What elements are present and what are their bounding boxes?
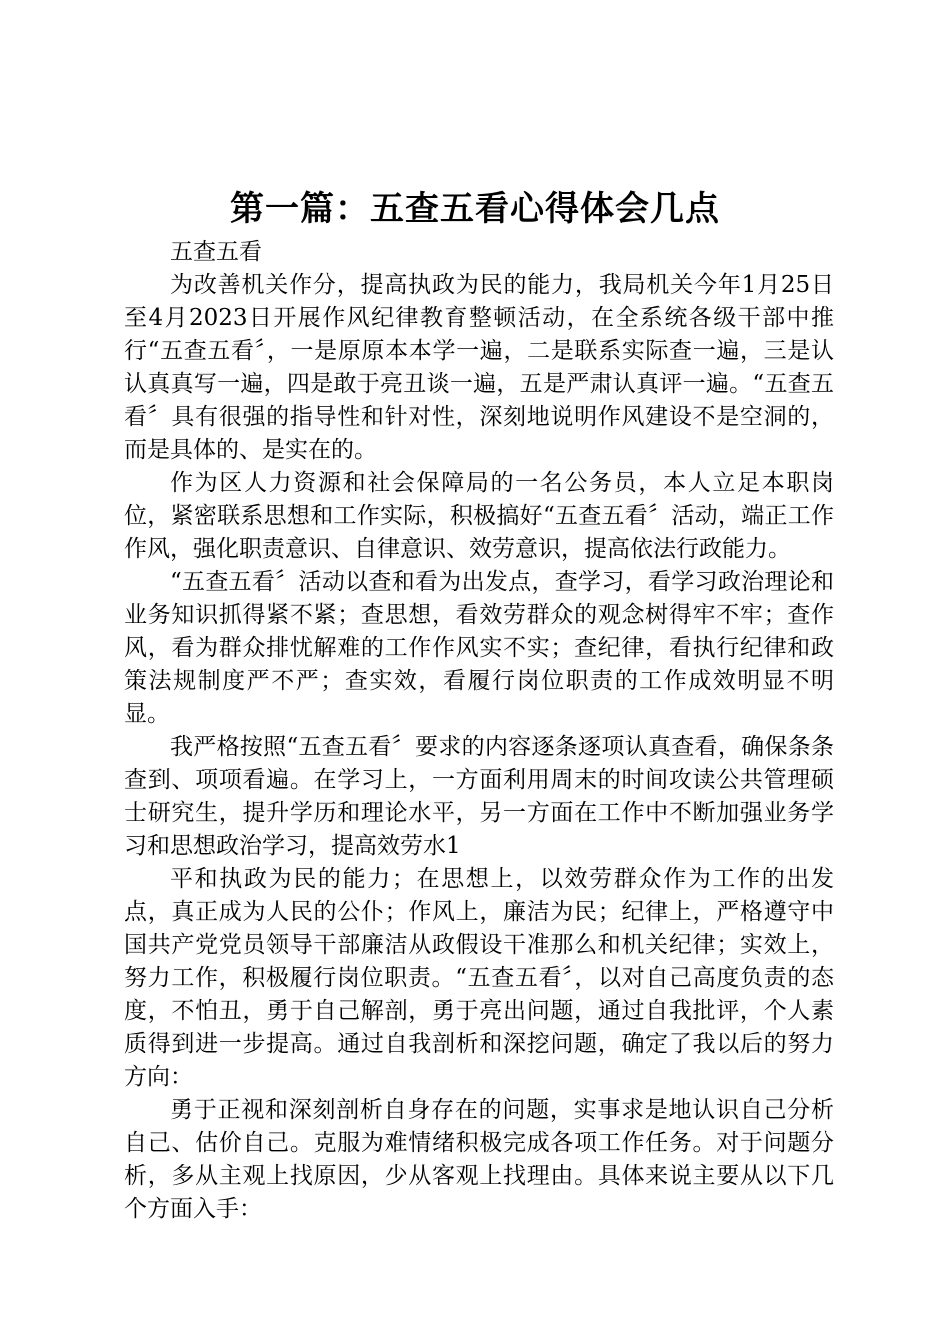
document-body <box>124 236 834 1226</box>
paragraph: 我严格按照“五查五看〞要求的内容逐条逐项认真查看，确保条条查到、项项看遍。在学习上，一方面利用周末的时间攻读公共管理硕士研究生，提升学历和理论水平，另一方面在工作中不断加强业务学习和思想政治学习，提高效劳水1 <box>124 734 834 859</box>
document-title: 第一篇：五查五看心得体会几点 <box>230 189 720 229</box>
paragraph: 为改善机关作分，提高执政为民的能力，我局机关今年1月25日至4月2023日开展作风纪律教育整顿活动，在全系统各级干部中推行“五查五看〞，一是原原本本学一遍，二是联系实际查一遍，三是认认真真写一遍，四是敢于亮丑谈一遍，五是严肃认真评一遍。“五查五看〞具有很强的指导性和针对性，深刻地说明作风建设不是空洞的，而是具体的、是实在的。 <box>124 272 834 463</box>
paragraph: 平和执政为民的能力；在思想上，以效劳群众作为工作的出发点，真正成为人民的公仆；作风上，廉洁为民；纪律上，严格遵守中国共产党党员领导干部廉洁从政假设干准那么和机关纪律；实效上，努力工作，积极履行岗位职责。“五查五看〞，以对自己高度负责的态度，不怕丑，勇于自己解剖，勇于亮出问题，通过自我批评，个人素质得到进一步提高。通过自我剖析和深挖问题，确定了我以后的努力方向： <box>124 866 834 1090</box>
paragraph: 勇于正视和深刻剖析自身存在的问题，实事求是地认识自己分析自己、估价自己。克服为难情绪积极完成各项工作任务。对于问题分析，多从主观上找原因，少从客观上找理由。具体来说主要从以下几个方面入手： <box>124 1097 834 1222</box>
paragraph: 作为区人力资源和社会保障局的一名公务员，本人立足本职岗位，紧密联系思想和工作实际，积极搞好“五查五看〞活动，端正工作作风，强化职责意识、自律意识、效劳意识，提高依法行政能力。 <box>124 470 834 562</box>
paragraph-subtitle: 五查五看 <box>170 239 262 265</box>
paragraph: “五查五看〞活动以查和看为出发点，查学习，看学习政治理论和业务知识抓得紧不紧；查思想，看效劳群众的观念树得牢不牢；查作风，看为群众排忧解难的工作作风实不实；查纪律，看执行纪律和政策法规制度严不严；查实效，看履行岗位职责的工作成效明显不明显。 <box>124 569 834 727</box>
